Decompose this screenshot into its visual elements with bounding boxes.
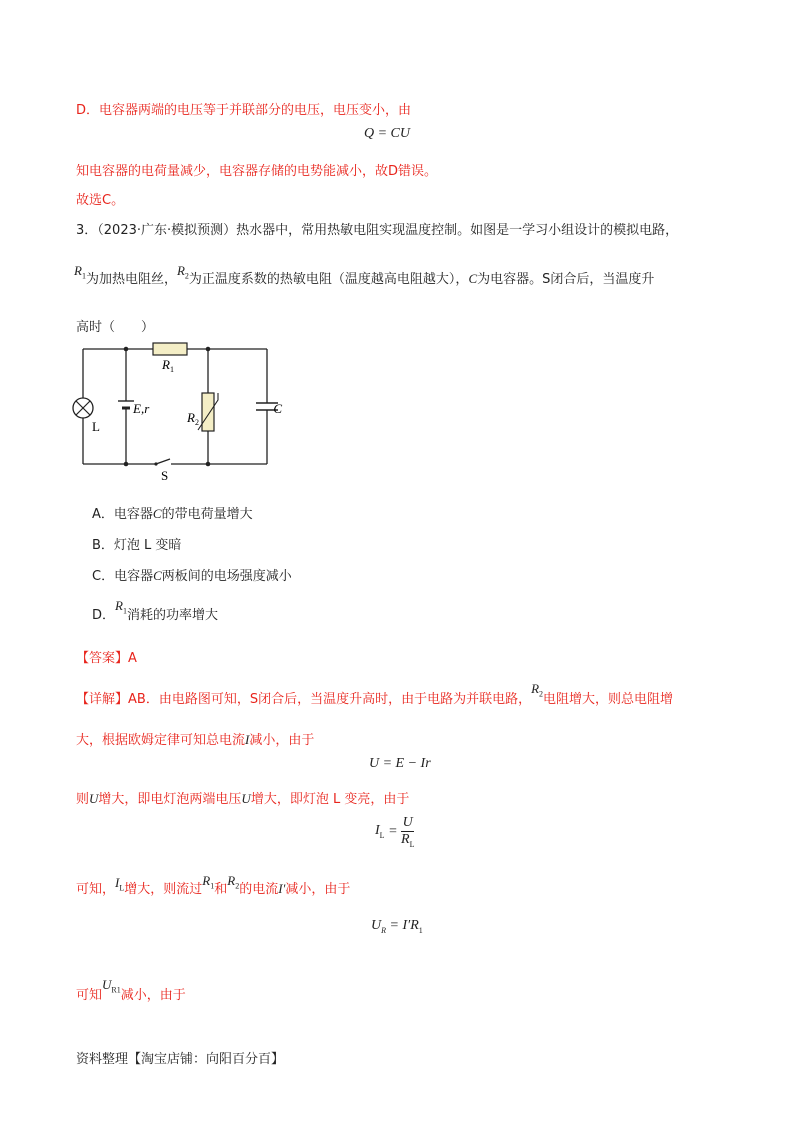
question-line-3: 高时（ ） [76, 320, 155, 335]
formula-u: U = E − Ir [369, 756, 431, 771]
answer-label: 【答案】 [76, 651, 129, 666]
formula-q-cu: Q = CU [364, 126, 411, 141]
r1-resistor [153, 343, 187, 355]
prev-choice: 故选C。 [76, 193, 125, 208]
formula-ur: $U_R = I'R_1$ [371, 918, 423, 935]
question-text-2: 为加热电阻丝， [85, 272, 177, 287]
answer [76, 647, 137, 666]
r2-symbol: $R_2$ [176, 263, 189, 281]
circuit-label-r1: $R_1$ [162, 357, 174, 374]
explanation-line-4: 可知，$I_L$增大，则流过$R_1$和$R_2$的电流I′减小，由于 [76, 873, 351, 897]
question-line-1 [76, 219, 678, 238]
question-source: （2023·广东·模拟预测） [97, 223, 237, 238]
circuit-label-r2: $R_2$ [187, 410, 199, 427]
question-text-4: 为电容器。S闭合后，当温度升 [477, 272, 655, 287]
c-symbol: C [468, 271, 478, 286]
circuit-label-er: E,r [133, 401, 150, 416]
explanation-line-3: 则U增大，即电灯泡两端电压U增大，即灯泡 L 变亮，由于 [76, 791, 410, 807]
answer-value: A [128, 651, 137, 666]
explanation-line-2: 大，根据欧姆定律可知总电流I减小，由于 [76, 732, 315, 748]
explanation-label: 【详解】 [76, 692, 129, 707]
circuit-label-s: S [161, 468, 169, 483]
prev-option-d: D．电容器两端的电压等于并联部分的电压，电压变小，由 [76, 103, 412, 118]
circuit-label-c: C [273, 401, 282, 416]
r1-symbol: $R_1$ [74, 263, 86, 281]
formula-il: $I_L$ = $\frac{U}{R_L}$ [375, 815, 415, 849]
option-d[interactable]: D．$R_1$消耗的功率增大 [92, 598, 218, 623]
option-c[interactable]: C．电容器C两板间的电场强度减小 [92, 568, 292, 584]
question-line-2 [74, 263, 655, 289]
option-b[interactable]: B．灯泡 L 变暗 [92, 538, 182, 553]
question-number: 3． [76, 223, 98, 238]
footer-note: 资料整理【淘宝店铺：向阳百分百】 [76, 1052, 285, 1067]
circuit-diagram [70, 340, 280, 482]
circuit-label-l: L [92, 419, 100, 434]
question-text-3: 为正温度系数的热敏电阻（温度越高电阻越大）， [188, 272, 469, 287]
lamp-icon [73, 398, 93, 418]
switch-icon [154, 459, 170, 466]
explanation-line-1: 【详解】AB．由电路图可知，S闭合后，当温度升高时，由于电路为并联电路，$R_2$电阻增大，则总电阻增 [76, 681, 674, 707]
question-text-1: 热水器中，常用热敏电阻实现温度控制。如图是一学习小组设计的模拟电路， [236, 223, 679, 238]
explanation-line-5: 可知$U_{R1}$减小，由于 [76, 977, 186, 1003]
prev-conclusion: 知电容器的电荷量减少，电容器存储的电势能减小，故D错误。 [76, 164, 438, 179]
battery-icon [118, 401, 134, 408]
r2-thermistor [198, 393, 218, 431]
option-a[interactable]: A．电容器C的带电荷量增大 [92, 506, 253, 522]
